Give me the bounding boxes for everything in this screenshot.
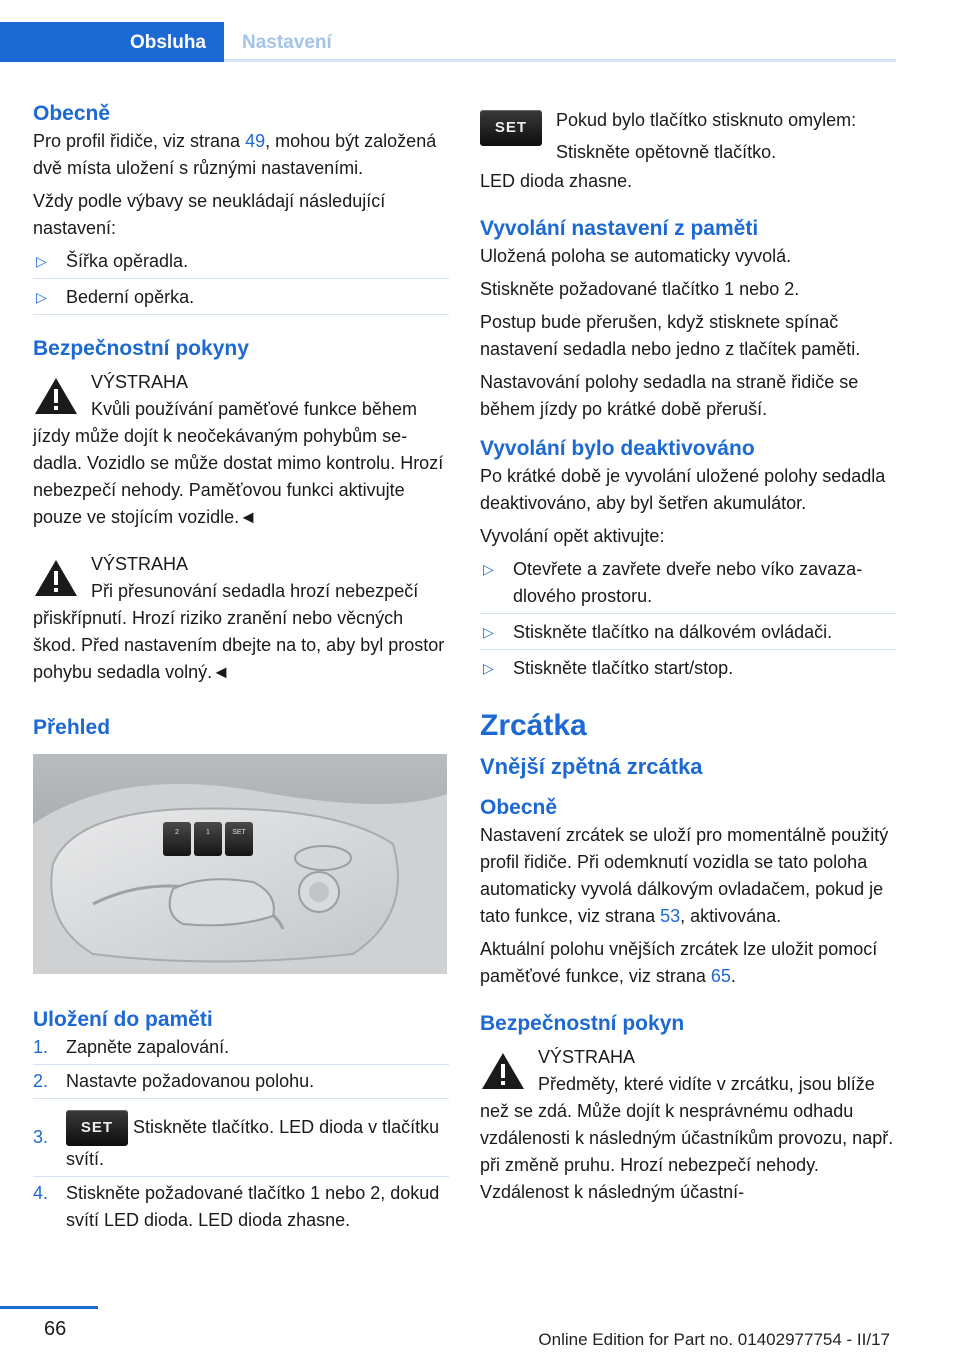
memory-button-1-label: 1 [206,829,210,836]
triangle-bullet-icon: ▷ [36,289,47,305]
list-item-text: Stiskněte tlačítko na dálkovém ovládači. [513,622,833,642]
settings-list [33,248,449,315]
set-button-icon: SET [66,1110,128,1146]
warning-1-title: VÝSTRAHA [91,372,189,392]
page-number: 66 [44,1318,67,1340]
header-tabs [0,0,960,62]
tab-obsluha[interactable] [0,22,224,62]
heading-outer-mirrors: Vnější zpětná zrcátka [480,754,703,779]
deactivated-paragraph-1: Po krátké době je vyvolání uložené polohy sedadla deaktivováno, aby byl šetřen akumulátor. [480,466,886,513]
text: Nastavení zrcátek se uloží pro momentálně použitý profil řidiče. Při odemknutí vozidla se tato poloha automaticky vyvolá dálkovým ovladačem, pokud je tato funkce, viz strana [480,825,889,926]
list-item [480,655,896,686]
step-number: 2. [33,1071,49,1091]
step-number: 1. [33,1037,49,1057]
triangle-bullet-icon: ▷ [36,253,47,269]
seat-switch [170,879,274,925]
memory-button-2-label: 2 [175,829,179,836]
text: Aktuální polohu vnějších zrcátek lze uložit pomocí paměťové funkce, viz strana [480,939,878,986]
list-item [33,248,449,279]
list-item [33,1068,449,1099]
heading-mirrors: Zrcátka [480,709,587,742]
tab-obsluha-label: Obsluha [129,32,206,53]
heading-mirror-safety: Bezpečnostní pokyn [480,1012,685,1035]
list-item-text: Bederní opěrka. [66,287,195,307]
deactivated-paragraph-2: Vyvolání opět aktivujte: [480,526,665,546]
list-item-text: Stiskněte tlačítko start/stop. [513,658,734,678]
heading-overview: Přehled [33,716,111,739]
text: . [730,966,736,986]
text: , aktivována. [680,906,782,926]
seat-memory-buttons-image [33,754,447,974]
step-text: Stiskněte tlačítko. LED dioda v tlačítku svítí. [66,1116,440,1169]
led-off-text: LED dioda zhasne. [480,171,633,191]
warning-triangle-icon [33,375,79,417]
page-link-53[interactable]: 53 [660,906,681,926]
mirrors-general-paragraph-2 [480,936,896,990]
heading-general: Obecně [33,102,111,125]
triangle-bullet-icon: ▷ [483,624,494,640]
memory-button-set [225,822,253,856]
recall-paragraph-3: Postup bude přerušen, když stisknete spínač nastavení sedadla nebo jedno z tlačítek paměti. [480,312,861,359]
tab-nastaveni[interactable] [224,22,896,62]
warning-2 [33,551,449,686]
mistake-note [480,104,896,168]
memory-button-2 [163,822,191,856]
list-item [33,1034,449,1065]
warning-triangle-icon [480,1050,526,1092]
heading-save: Uložení do paměti [33,1008,213,1031]
list-item [33,1180,449,1238]
warning-mirror [480,1044,896,1206]
header-rule [224,59,896,62]
warning-2-text: Při přesunování sedadla hrozí nebezpečí přiskřípnutí. Hrozí riziko zranění nebo věcných škod. Před nastavením dbejte na to, aby byl prostor pohybu sedadla volný.◄ [33,581,445,682]
recall-paragraph-2: Stiskněte požadované tlačítko 1 nebo 2. [480,279,800,299]
warning-2-title: VÝSTRAHA [91,554,189,574]
triangle-bullet-icon: ▷ [483,561,494,577]
footer-edition: Online Edition for Part no. 01402977754 - II/17 [538,1330,890,1349]
warning-1-text: Kvůli používání paměťové funkce během jízdy může dojít k neočekávaným pohybům sedadla. Vozidlo se může dostat mimo kontrolu. Hrozí nebezpečí nehody. Paměťovou funkci aktivujte pouze ve stojícím vozidle.◄ [33,399,444,527]
step-text: Stiskněte požadované tlačítko 1 nebo 2, dokud svítí LED dioda. LED dioda zhasne. [66,1183,440,1230]
mirrors-general-paragraph-1 [480,822,896,930]
general-paragraph-1 [33,128,449,182]
memory-button-set-label: SET [232,829,246,836]
set-button-icon: SET [480,110,542,146]
save-steps [33,1034,449,1238]
page-link-65[interactable]: 65 [710,966,731,986]
text: , mohou být založená dvě místa uložení s různými nastaveními. [33,131,437,178]
recall-paragraph-4: Nastavování polohy sedadla na straně řidiče se během jízdy po krátké době přeruší. [480,372,859,419]
heading-deactivated: Vyvolání bylo deaktivováno [480,437,755,460]
list-item [33,284,449,315]
recall-paragraph-1: Uložená poloha se automaticky vyvolá. [480,246,792,266]
mistake-text: Pokud bylo tlačítko stisknuto omylem: Stiskněte opětovně tlačítko. [556,110,857,162]
step-number: 4. [33,1183,49,1203]
step-number: 3. [33,1127,49,1147]
left-column [33,100,449,1238]
list-item-text: Otevřete a zavřete dveře nebo víko zavazadlového prostoru. [513,559,863,606]
right-column [480,104,896,1206]
warning-mirror-title: VÝSTRAHA [538,1047,636,1067]
footer-rule [0,1306,98,1309]
reactivate-list [480,556,896,686]
backrest-switch [295,846,351,870]
memory-button-1 [194,822,222,856]
heading-safety: Bezpečnostní pokyny [33,337,249,360]
page-link-49[interactable]: 49 [245,131,266,151]
warning-1 [33,369,449,531]
list-item [480,619,896,650]
warning-mirror-text: Předměty, které vidíte v zrcátku, jsou blíže než se zdá. Může dojít k nesprávnému odhadu vzdálenosti k následným účastníkům provozu, např. při změně pruhu. Hrozí nebezpečí nehody. Vzdálenost k následným účastní‐ [480,1074,894,1202]
heading-recall: Vyvolání nastavení z paměti [480,217,759,240]
warning-triangle-icon [33,557,79,599]
step-text: Nastavte požadovanou polohu. [66,1071,315,1091]
list-item-text: Šířka opěradla. [66,251,189,271]
triangle-bullet-icon: ▷ [483,660,494,676]
list-item [33,1102,449,1177]
list-item [480,556,896,614]
heading-mirrors-general: Obecně [480,796,558,819]
tab-nastaveni-label: Nastavení [242,32,332,53]
text: Pro profil řidiče, viz strana [33,131,246,151]
step-text: Zapněte zapalování. [66,1037,230,1057]
general-paragraph-2: Vždy podle výbavy se neukládají následující nastavení: [33,191,386,238]
